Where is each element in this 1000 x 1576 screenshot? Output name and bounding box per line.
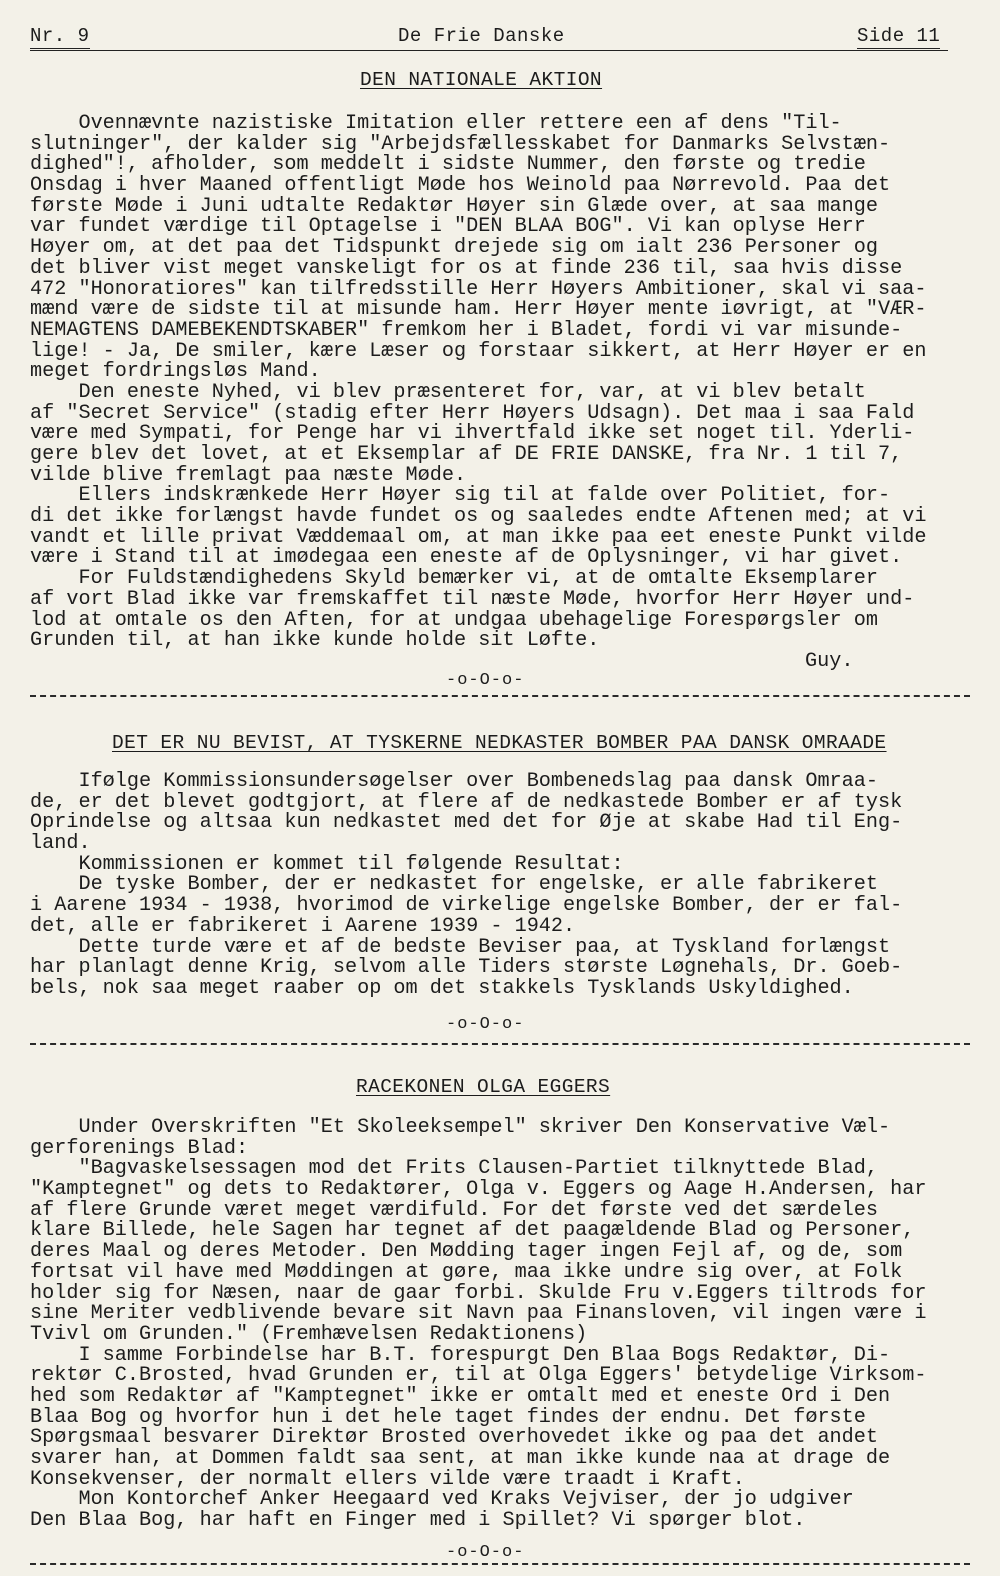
text-line: lige! - Ja, De smiler, kære Læser og forstaar sikkert, at Herr Høyer er en — [30, 339, 927, 363]
article3-body — [30, 1118, 975, 1532]
text-line: være med Sympati, for Penge har vi ihvertfald ikke set noget til. Yderli- — [30, 422, 915, 446]
text-line: Oprindelse og altsaa kun nedkastet med det for Øje at skabe Had til Eng- — [30, 811, 903, 835]
text-line: deres Maal og deres Metoder. Den Mødding tager ingen Fejl af, og de, som — [30, 1240, 903, 1264]
text-line: 472 "Honoratiores" kan tilfredsstille Herr Høyers Ambitioner, skal vi saa- — [30, 277, 927, 301]
text-line: svarer han, at Dommen faldt saa sent, at man ikke kunde naa at drage de — [30, 1447, 891, 1470]
text-line: Den Blaa Bog, har haft en Finger med i Spillet? Vi spørger blot. — [30, 1509, 806, 1533]
text-line: vandt et lille privat Væddemaal om, at man ikke paa eet eneste Punkt vilde — [30, 525, 927, 549]
text-line: Dette turde være et af de bedste Beviser paa, at Tyskland forlængst — [30, 935, 891, 959]
text-line: For Fuldstændighedens Skyld bemærker vi, at de omtalte Eksemplarer — [30, 567, 879, 591]
text-line: gerforenings Blad: — [30, 1136, 249, 1160]
text-line: Blaa Bog og hvorfor hun i det hele taget findes der endnu. Det første — [30, 1405, 866, 1429]
text-line: mænd være de sidste til at misunde ham. Herr Høyer mente iøvrigt, at "VÆR- — [30, 298, 927, 322]
text-line: vilde blive fremlagt paa næste Møde. — [30, 463, 467, 487]
article2-title: DET ER NU BEVIST, AT TYSKERNE NEDKASTER BOMBER PAA DANSK OMRAADE — [112, 732, 887, 754]
text-line: "Bagvaskelsessagen mod det Frits Clausen-Partiet tilknyttede Blad, — [30, 1157, 879, 1181]
text-line: Spørgsmaal besvarer Direktør Brosted overhovedet ikke og paa det andet — [30, 1426, 879, 1450]
article2-separator: -o-O-o- — [446, 1015, 525, 1034]
text-line: det bliver vist meget vanskeligt for os at finde 236 til, saa hvis disse — [30, 256, 903, 280]
article3-title: RACEKONEN OLGA EGGERS — [356, 1076, 611, 1098]
text-line: meget fordringsløs Mand. — [30, 360, 321, 384]
page-number: Side 11 — [857, 25, 941, 47]
text-line: rektør C.Brosted, hvad Grunden er, til at Olga Eggers' betydelige Virksom- — [30, 1364, 927, 1388]
text-line: land. — [30, 832, 91, 856]
text-line: i Aarene 1934 - 1938, hvorimod de virkelige engelske Bomber, der er fal- — [30, 894, 903, 918]
text-line: De tyske Bomber, der er nedkastet for engelske, er alle fabrikeret — [30, 873, 879, 897]
text-line: slutninger", der kalder sig "Arbejdsfællesskabet for Danmarks Selvstæn- — [30, 132, 891, 156]
text-line: I samme Forbindelse har B.T. forespurgt Den Blaa Bogs Redaktør, Di- — [30, 1343, 891, 1367]
issue-number: Nr. 9 — [30, 25, 90, 47]
text-line: Mon Kontorchef Anker Heegaard ved Kraks Vejviser, der jo udgiver — [30, 1488, 854, 1512]
text-line: af vort Blad ikke var fremskaffet til næste Møde, hvorfor Herr Høyer und- — [30, 587, 915, 611]
article2-body — [30, 772, 975, 1000]
text-line: det, alle er fabrikeret i Aarene 1939 - 1942. — [30, 914, 576, 938]
text-line: Konsekvenser, der normalt ellers vilde være traadt i Kraft. — [30, 1467, 745, 1491]
article3-separator: -o-O-o- — [446, 1543, 525, 1562]
article1-title: DEN NATIONALE AKTION — [360, 69, 603, 91]
text-line: Høyer om, at det paa det Tidspunkt drejede sig om ialt 236 Personer og — [30, 236, 879, 260]
text-line: har planlagt denne Krig, selvom alle Tiders største Løgnehals, Dr. Goeb- — [30, 956, 903, 980]
article1-body — [30, 114, 975, 652]
text-line: dighed"!, afholder, som meddelt i sidste Nummer, den første og tredie — [30, 153, 866, 177]
text-line: af flere Grunde været meget værdifuld. For det første ved det særdeles — [30, 1198, 879, 1222]
section-divider-1 — [30, 695, 970, 697]
text-line: holder sig for Næsen, naar de gaar forbi. Skulde Fru v.Eggers tiltrods for — [30, 1281, 927, 1305]
text-line: første Møde i Juni udtalte Redaktør Høyer sin Glæde over, at saa mange — [30, 194, 879, 218]
text-line: di det ikke forlængst havde fundet os og saaledes endte Aftenen med; at vi — [30, 505, 927, 529]
text-line: Kommissionen er kommet til følgende Resultat: — [30, 852, 624, 876]
text-line: bels, nok saa meget raaber op om det stakkels Tysklands Uskyldighed. — [30, 976, 854, 1000]
text-line: af "Secret Service" (stadig efter Herr Høyers Udsagn). Det maa i saa Fald — [30, 401, 915, 425]
text-line: Ovennævnte nazistiske Imitation eller rettere een af dens "Til- — [30, 112, 842, 135]
article1-separator: -o-O-o- — [446, 671, 525, 690]
text-line: gere blev det lovet, at et Eksemplar af DE FRIE DANSKE, fra Nr. 1 til 7, — [30, 443, 903, 466]
text-line: være i Stand til at imødegaa een eneste af de Oplysninger, vi har givet. — [30, 546, 903, 570]
text-line: sine Meriter vedblivende bevare sit Navn paa Finansloven, vil ingen være i — [30, 1302, 927, 1326]
text-line: Tvivl om Grunden." (Fremhævelsen Redaktionens) — [30, 1322, 588, 1346]
text-line: hed som Redaktør af "Kamptegnet" ikke er omtalt med et eneste Ord i Den — [30, 1384, 891, 1408]
text-line: Ifølge Kommissionsundersøgelser over Bombenedslag paa dansk Omraa- — [30, 770, 879, 793]
paper-title: De Frie Danske — [398, 25, 565, 47]
section-divider-2 — [30, 1043, 970, 1045]
header-rule — [30, 50, 948, 51]
text-line: de, er det blevet godtgjort, at flere af de nedkastede Bomber er af tysk — [30, 790, 903, 814]
text-line: Grunden til, at han ikke kunde holde sit Løfte. — [30, 629, 600, 653]
text-line: NEMAGTENS DAMEBEKENDTSKABER" fremkom her i Bladet, fordi vi var misunde- — [30, 318, 903, 342]
text-line: Ellers indskrænkede Herr Høyer sig til at falde over Politiet, for- — [30, 484, 891, 508]
text-line: var fundet værdige til Optagelse i "DEN BLAA BOG". Vi kan oplyse Herr — [30, 215, 866, 239]
text-line: fortsat vil have med Møddingen at gøre, maa ikke undre sig over, at Folk — [30, 1260, 903, 1284]
text-line: klare Billede, hele Sagen har tegnet af det paagældende Blad og Personer, — [30, 1219, 915, 1243]
text-line: lod at omtale os den Aften, for at undgaa ubehagelige Forespørgsler om — [30, 608, 879, 632]
text-line: "Kamptegnet" og dets to Redaktører, Olga v. Eggers og Aage H.Andersen, har — [30, 1178, 927, 1202]
text-line: Under Overskriften "Et Skoleeksempel" skriver Den Konservative Væl- — [30, 1116, 891, 1139]
text-line: Den eneste Nyhed, vi blev præsenteret for, var, at vi blev betalt — [30, 380, 866, 404]
article1-signature: Guy. — [805, 650, 854, 673]
section-divider-3 — [30, 1563, 970, 1565]
text-line: Onsdag i hver Maaned offentligt Møde hos Weinold paa Nørrevold. Paa det — [30, 174, 891, 198]
